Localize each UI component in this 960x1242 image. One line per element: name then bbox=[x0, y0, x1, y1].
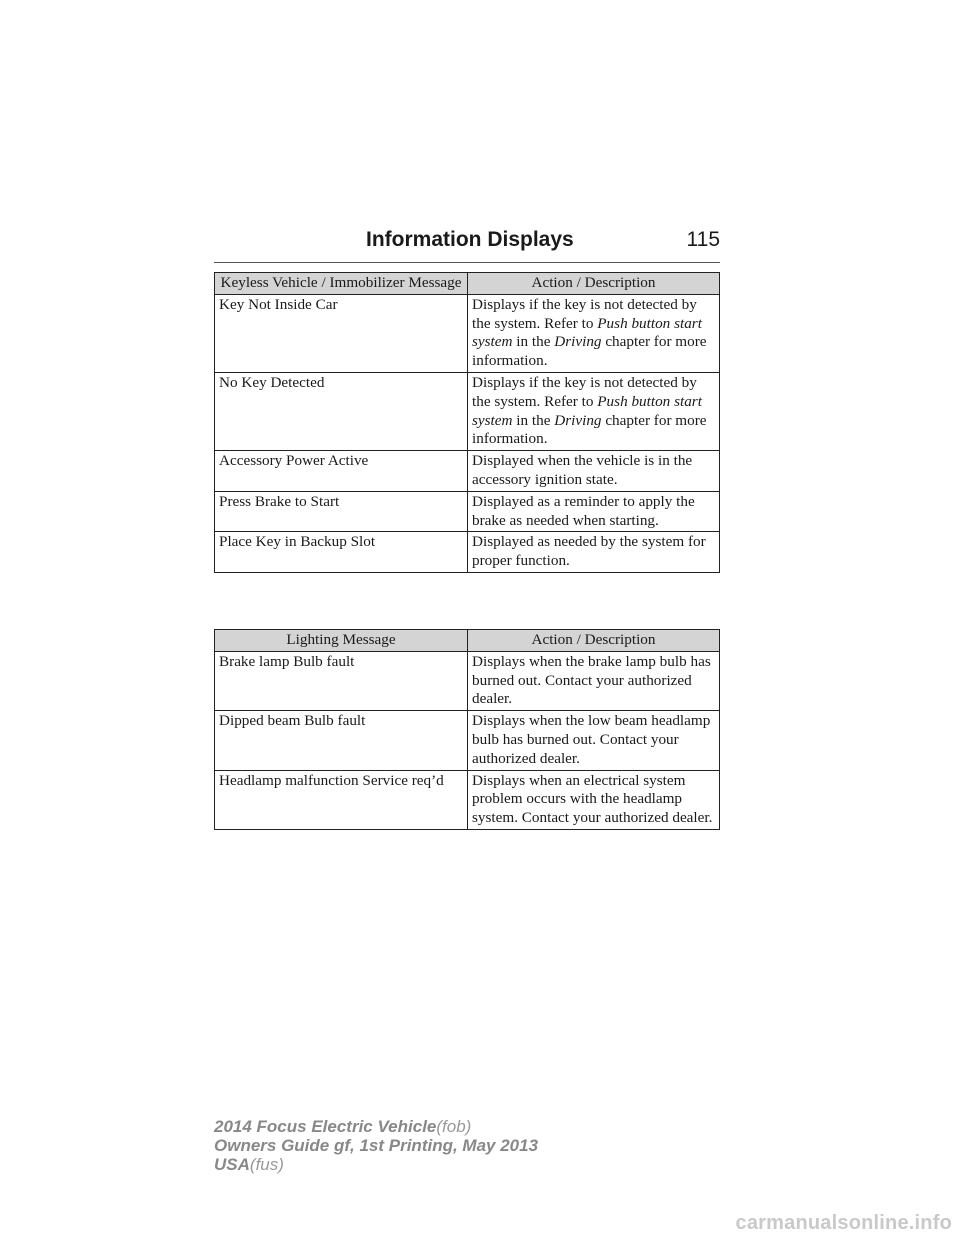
market-name: USA bbox=[214, 1155, 250, 1174]
page-number: 115 bbox=[686, 228, 720, 251]
message-cell: No Key Detected bbox=[215, 372, 468, 450]
model-code: (fob) bbox=[436, 1117, 472, 1136]
description-cell: Displays when an electrical system problem occurs with the headlamp system. Contact your authorized dealer. bbox=[468, 770, 720, 829]
column-header-message: Keyless Vehicle / Immobilizer Message bbox=[215, 273, 468, 295]
table-row bbox=[215, 651, 720, 710]
description-text: Displays if the key is not detected by the system. Refer to bbox=[472, 295, 697, 332]
section-title: Information Displays bbox=[366, 228, 574, 251]
column-header-description: Action / Description bbox=[468, 273, 720, 295]
column-header-message: Lighting Message bbox=[215, 630, 468, 652]
table-row bbox=[215, 770, 720, 829]
edition-text: Owners Guide gf, 1st Printing, May 2013 bbox=[214, 1136, 539, 1155]
description-cell bbox=[468, 294, 720, 372]
watermark-text: carmanualsonline.info bbox=[735, 1212, 952, 1234]
cross-reference: Push button start system bbox=[472, 314, 702, 351]
description-text: in the bbox=[512, 411, 555, 429]
market-code: (fus) bbox=[249, 1155, 284, 1174]
footer-line-model bbox=[214, 1117, 538, 1136]
description-text: chapter for more information. bbox=[472, 333, 707, 370]
model-name: 2014 Focus Electric Vehicle bbox=[214, 1117, 437, 1136]
column-header-description: Action / Description bbox=[468, 630, 720, 652]
description-cell: Displayed as needed by the system for proper function. bbox=[468, 532, 720, 573]
table-row bbox=[215, 294, 720, 372]
message-cell: Headlamp malfunction Service req’d bbox=[215, 770, 468, 829]
message-cell: Dipped beam Bulb fault bbox=[215, 711, 468, 770]
description-cell: Displayed when the vehicle is in the accessory ignition state. bbox=[468, 451, 720, 492]
message-cell: Brake lamp Bulb fault bbox=[215, 651, 468, 710]
keyless-messages-table bbox=[214, 272, 720, 573]
message-cell: Place Key in Backup Slot bbox=[215, 532, 468, 573]
description-cell: Displays when the low beam headlamp bulb has burned out. Contact your authorized dealer. bbox=[468, 711, 720, 770]
table-row bbox=[215, 711, 720, 770]
lighting-messages-table bbox=[214, 629, 720, 830]
document-footer bbox=[214, 1117, 538, 1174]
table-row bbox=[215, 491, 720, 532]
message-cell: Press Brake to Start bbox=[215, 491, 468, 532]
footer-line-edition bbox=[214, 1136, 538, 1155]
description-text: chapter for more information. bbox=[472, 411, 707, 448]
description-cell bbox=[468, 372, 720, 450]
table-row bbox=[215, 372, 720, 450]
message-cell: Accessory Power Active bbox=[215, 451, 468, 492]
footer-line-market bbox=[214, 1155, 538, 1174]
table-header-row bbox=[215, 630, 720, 652]
table-header-row bbox=[215, 273, 720, 295]
table-row bbox=[215, 451, 720, 492]
table-row bbox=[215, 532, 720, 573]
description-cell: Displayed as a reminder to apply the brake as needed when starting. bbox=[468, 491, 720, 532]
description-text: Displays if the key is not detected by the system. Refer to bbox=[472, 373, 697, 410]
description-text: in the bbox=[512, 333, 555, 351]
description-cell: Displays when the brake lamp bulb has burned out. Contact your authorized dealer. bbox=[468, 651, 720, 710]
cross-reference: Push button start system bbox=[472, 392, 702, 429]
message-cell: Key Not Inside Car bbox=[215, 294, 468, 372]
page-header bbox=[214, 226, 720, 263]
chapter-reference: Driving bbox=[554, 411, 602, 429]
chapter-reference: Driving bbox=[554, 333, 602, 351]
